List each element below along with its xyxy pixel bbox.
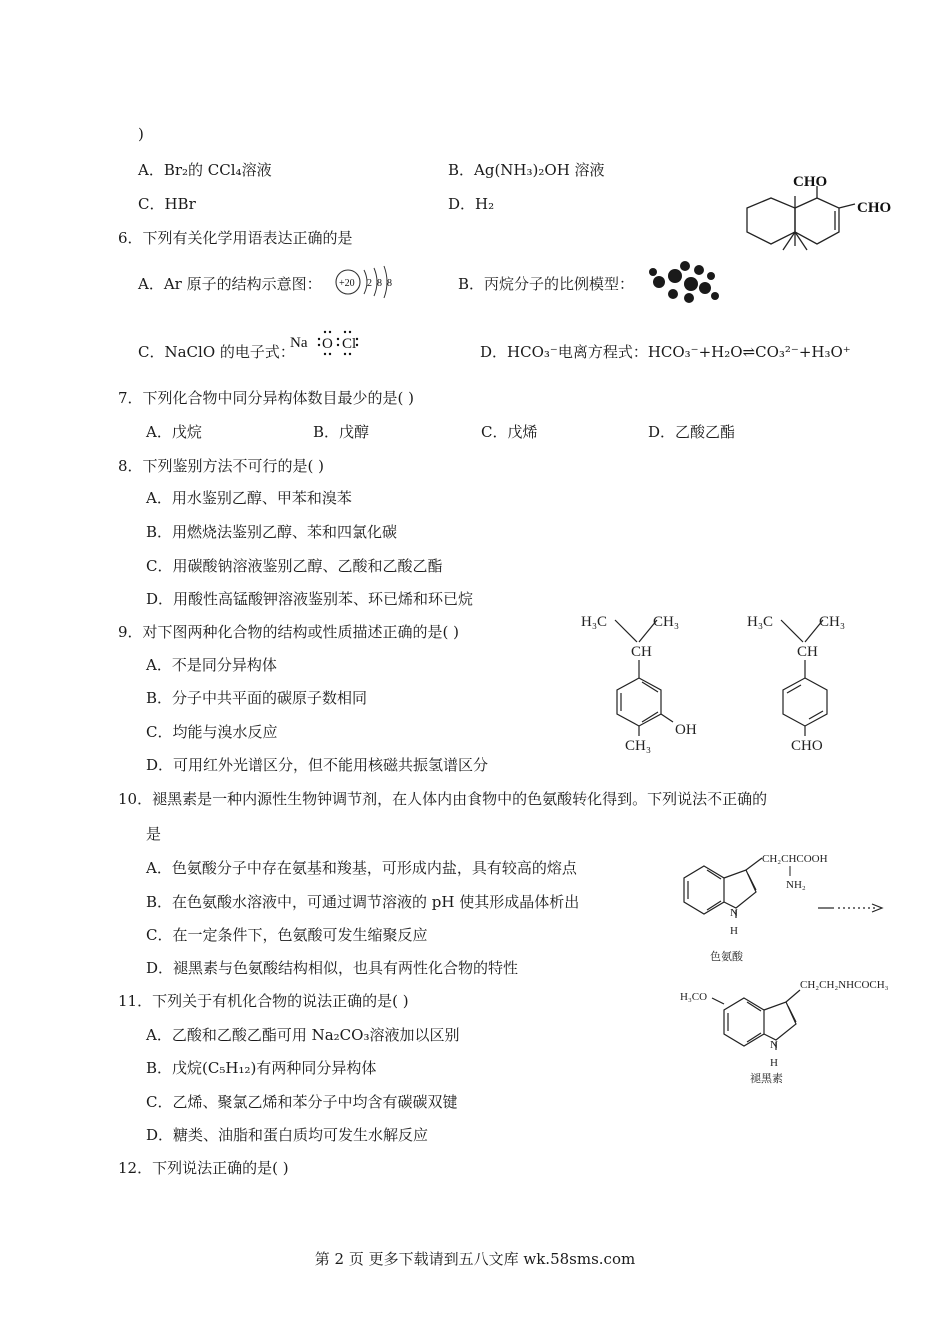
q8-option-c: C．用碳酸钠溶液鉴别乙醇、乙酸和乙酸乙酯	[146, 557, 443, 575]
conversion-arrow	[818, 904, 882, 912]
m2-ch: CH	[797, 644, 818, 660]
trp-name: 色氨酸	[710, 951, 743, 963]
o-symbol: O	[322, 336, 333, 352]
m1-oh: OH	[675, 722, 697, 738]
q11-stem: 11．下列关于有机化合物的说法正确的是( )	[118, 992, 409, 1010]
q11-option-a: A．乙酸和乙酸乙酯可用 Na₂CO₃溶液加以区别	[146, 1026, 460, 1044]
trp-nh2: NH₂	[786, 879, 806, 891]
q5-cho-right: CHO	[857, 200, 892, 216]
mel-h: H	[770, 1057, 778, 1069]
trp-h: H	[730, 925, 738, 937]
m1-ch: CH	[631, 644, 652, 660]
naclo-electron-formula	[290, 328, 366, 356]
q6-option-a: A．Ar 原子的结构示意图：	[138, 275, 322, 293]
mel-benzene-ring	[724, 998, 764, 1046]
q9-option-b: B．分子中共平面的碳原子数相同	[146, 689, 368, 707]
q7-option-a: A．戊烷	[146, 423, 202, 441]
q10-stem-line2: 是	[146, 825, 162, 843]
mel-h3co: H₃CO	[680, 991, 708, 1003]
m1-benzene-ring	[617, 678, 661, 726]
q5-option-c: C．HBr	[138, 195, 196, 213]
shell-3-count: 8	[387, 278, 392, 289]
tryptophan-melatonin-figure	[672, 848, 902, 1088]
m2-cho: CHO	[791, 738, 823, 754]
q10-option-d: D．褪黑素与色氨酸结构相似，也具有两性化合物的特性	[146, 959, 519, 977]
m2-ch3-top: CH₃	[819, 614, 846, 630]
q5-cho-top: CHO	[793, 174, 828, 190]
q6-stem: 6．下列有关化学用语表达正确的是	[118, 229, 353, 247]
q9-option-c: C．均能与溴水反应	[146, 723, 278, 741]
q8-option-d: D．用酸性高锰酸钾溶液鉴别苯、环已烯和环已烷	[146, 590, 474, 608]
q7-option-d: D．乙酸乙酯	[648, 423, 736, 441]
q11-option-c: C．乙烯、聚氯乙烯和苯分子中均含有碳碳双键	[146, 1093, 458, 1111]
q7-option-b: B．戊醇	[313, 423, 370, 441]
q6-option-c: C．NaClO 的电子式：	[138, 343, 295, 361]
q5-ring-right	[795, 198, 839, 244]
trp-chain: CH₂CHCOOH	[762, 853, 828, 865]
nucleus-charge: +20	[339, 278, 355, 289]
q11-option-d: D．糖类、油脂和蛋白质均可发生水解反应	[146, 1126, 429, 1144]
m1-ch3-top: CH₃	[653, 614, 680, 630]
q5-ring-left	[747, 198, 795, 244]
q10-option-c: C．在一定条件下，色氨酸可发生缩聚反应	[146, 926, 428, 944]
ar-atom-diagram	[330, 262, 410, 302]
trp-benzene-ring	[684, 866, 724, 914]
cl-symbol: Cl	[342, 336, 357, 352]
q5-structure-figure	[715, 168, 905, 280]
shell-1-count: 2	[367, 278, 372, 289]
q9-option-d: D．可用红外光谱区分，但不能用核磁共振氢谱区分	[146, 756, 489, 774]
q7-option-c: C．戊烯	[481, 423, 538, 441]
q5-option-b: B．Ag(NH₃)₂OH 溶液	[448, 161, 605, 179]
q6-option-b: B．丙烷分子的比例模型：	[458, 275, 635, 293]
q10-option-a: A．色氨酸分子中存在氨基和羧基，可形成内盐，具有较高的熔点	[146, 859, 577, 877]
na-symbol: Na	[290, 335, 308, 351]
q12-stem: 12．下列说法正确的是( )	[118, 1159, 289, 1177]
q8-stem: 8．下列鉴别方法不可行的是( )	[118, 457, 325, 475]
mel-name: 褪黑素	[750, 1073, 783, 1085]
m1-h3c: H₃C	[581, 614, 608, 630]
q8-option-a: A．用水鉴别乙醇、甲苯和溴苯	[146, 489, 352, 507]
page-footer: 第 2 页 更多下载请到五八文库 wk.58sms.com	[314, 1250, 636, 1268]
q6-option-d: D．HCO₃⁻电离方程式：HCO₃⁻+H₂O⇌CO₃²⁻+H₃O⁺	[480, 343, 851, 361]
q11-option-b: B．戊烷(C₅H₁₂)有两种同分异构体	[146, 1059, 377, 1077]
m2-h3c: H₃C	[747, 614, 774, 630]
q5-paren: )	[138, 125, 144, 143]
q5-option-a: A．Br₂的 CCl₄溶液	[138, 161, 272, 179]
q9-two-compound-structures	[575, 606, 865, 756]
q10-option-b: B．在色氨酸水溶液中，可通过调节溶液的 pH 使其形成晶体析出	[146, 893, 580, 911]
m2-ring	[783, 678, 827, 726]
q8-option-b: B．用燃烧法鉴别乙醇、苯和四氯化碳	[146, 523, 398, 541]
m1-ch3-bottom: CH₃	[625, 738, 652, 754]
shell-2-count: 8	[377, 278, 382, 289]
trp-n: N	[730, 907, 738, 919]
q7-stem: 7．下列化合物中同分异构体数目最少的是( )	[118, 389, 415, 407]
q9-option-a: A．不是同分异构体	[146, 656, 277, 674]
q10-stem-line1: 10．褪黑素是一种内源性生物钟调节剂，在人体内由食物中的色氨酸转化得到。下列说法不正确的	[118, 790, 768, 808]
propane-space-filling-model	[645, 258, 721, 306]
q5-option-d: D．H₂	[448, 195, 495, 213]
mel-chain: CH₂CH₂NHCOCH₃	[800, 979, 889, 991]
q9-stem: 9．对下图两种化合物的结构或性质描述正确的是( )	[118, 623, 460, 641]
mel-n: N	[770, 1039, 778, 1051]
